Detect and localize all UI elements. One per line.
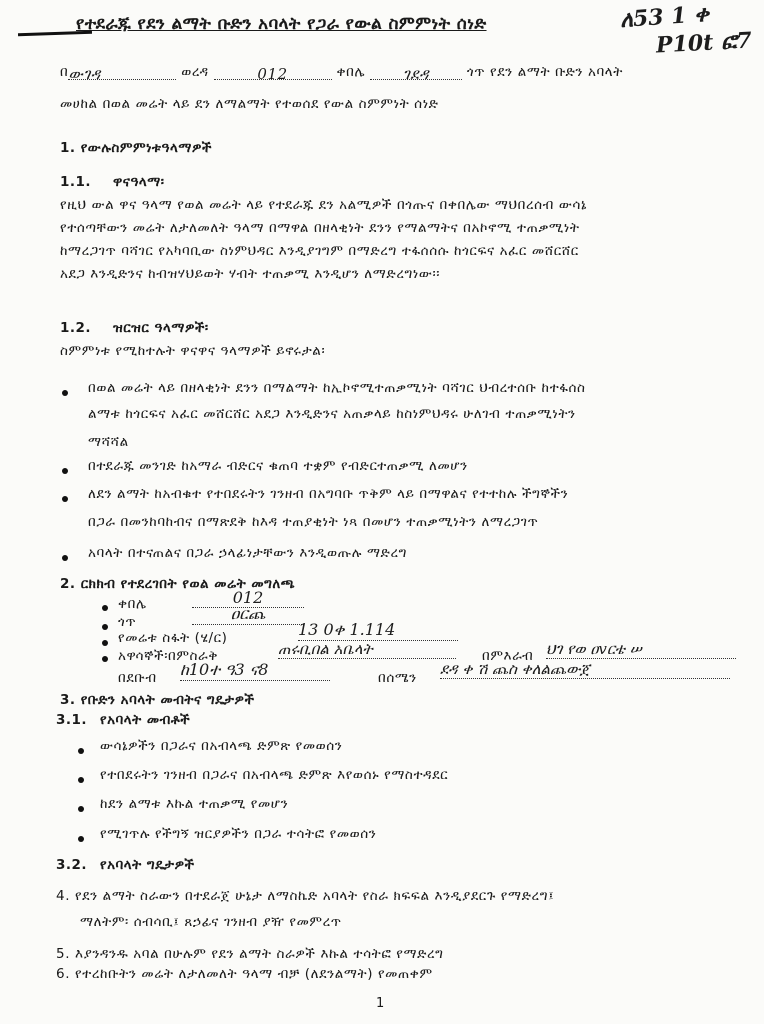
handwritten-reference-1: ለ53 1 ቀ xyxy=(619,0,710,34)
bullet-dot xyxy=(78,748,84,754)
section-3-2-title: የአባላት ግዴታዎች xyxy=(100,857,195,873)
item-north-value: ደዳ ቀ ሽ ጨስ ቀለልጨውጀ xyxy=(440,660,730,679)
item-got-value: ዐርጨ xyxy=(192,604,304,625)
section-1-1-title: ዋናዓላማ፡ xyxy=(113,174,165,190)
bullet-dot xyxy=(78,806,84,812)
bullet-line: በወል መሬት ላይ በዘላቂነት ደንን በማልማት ከኢኮኖሚተጠቃሚነት ባሻገር ህብረተሰቡ ከተፋሰስ xyxy=(88,380,586,396)
paragraph-line: የተሰጣቸውን መሬት ለታለመለት ዓላማ በማዋል በዘላቂነት ደንን የማልማትና በአኮኖሚ ተጠቃሚነት xyxy=(60,220,580,236)
item-area-value: 13 0ቀ 1.114 xyxy=(298,620,458,641)
section-1-2-title: ዝርዝር ዓላማዎች፡ xyxy=(113,320,209,336)
section-1-1-number: 1.1. xyxy=(60,174,92,190)
got-suffix: ጎጥ የደን ልማት ቡድን አባላት xyxy=(466,64,623,80)
item-got-label: ጎጥ xyxy=(118,614,137,630)
section-3-1-title: የአባላት መብቶች xyxy=(100,712,191,728)
paragraph-line: የዚህ ውል ዋና ዓላማ የወል መሬት ላይ የተደራጁ ደን አልሚዎች በጎጡና በቀበሌው ማህበረሰብ ውሳኔ xyxy=(60,197,587,213)
document-title: የተደራጁ የደን ልማት ቡድን አባላት የጋራ የውል ስምምነት ሰነድ xyxy=(76,14,487,34)
bullet-dot xyxy=(102,640,108,646)
region-fill: ውገዳ xyxy=(68,65,176,80)
section-5: 5. እያንዳንዱ አባል በሁሉም የደን ልማት ስራዎች እኩል ተሳትፎ የማድረግ xyxy=(56,946,444,962)
intro-line-2: መሀከል በወል መሬት ላይ ደን ለማልማት የተወሰደ የውል ስምምነት ሰነድ xyxy=(60,96,439,112)
bullet-dot xyxy=(78,777,84,783)
section-4-line-2: ማለትም፡ ሰብሳቢ፤ ጸኃፊና ገንዘብ ያዥ የመምረጥ xyxy=(80,914,342,930)
bullet-dot xyxy=(78,836,84,842)
item-east-value: ጠሩቢበል አቤላት xyxy=(278,640,456,659)
item-neighbors-label: አዋሳኞች፡በምስራቅ xyxy=(118,648,219,664)
item-south-value: ከ10ተ ዓ3 ና8 xyxy=(180,660,330,681)
rights-item: ውሳኔዎችን በጋራና በአብላጫ ድምጽ የመወሰን xyxy=(100,738,343,754)
section-4-line-1: 4. የደን ልማት ስራውን በተደራጀ ሁኔታ ለማስኬድ አባላት የስራ ክፍፍል እንዲያደርጉ የማድረግ፤ xyxy=(56,888,555,904)
section-3-2-number: 3.2. xyxy=(56,857,88,873)
bullet-line: በጋራ በመንከባከብና በማጽደቅ ከእዳ ተጠያቂነት ነጻ በመሆን ተጠቃሚነትን ለማረጋገጥ xyxy=(88,514,539,530)
rights-item: የተበደሩትን ገንዘብ በጋራና በአብላጫ ድምጽ እየወሰኑ የማስተዳደር xyxy=(100,767,449,783)
section-3-heading: 3. የቡድን አባላት መብትና ግዴታዎች xyxy=(60,692,255,708)
paragraph-line: ከማረጋገጥ ባሻገር የአካባቢው ስነምህዳር እንዲያገግም በማድረግ ተፋሰሰሱ ከጎርፍና አፈር መሸርሸር xyxy=(60,243,579,259)
woreda-label: ወረዳ xyxy=(181,64,209,80)
section-2-heading: 2. ርክክብ የተደረገበት የወል መሬት መግለጫ xyxy=(60,576,296,592)
item-area-label: የመሬቱ ስፋት (ሄ/ር) xyxy=(118,630,228,646)
section-3-1-number: 3.1. xyxy=(56,712,88,728)
intro-line-1 xyxy=(60,64,623,83)
item-kebele-value: 012 xyxy=(192,588,304,608)
item-west-label: በምእራብ xyxy=(482,648,534,664)
bullet-dot xyxy=(102,656,108,662)
handwritten-reference-2: P10t ፎ7 xyxy=(655,27,753,59)
bullet-line: ማሻሻል xyxy=(88,434,129,450)
bullet-dot xyxy=(62,555,68,561)
bullet-line: በተደራጁ መንገድ ከአማራ ብድርና ቁጠባ ተቋም የብድርተጠቃሚ ለመሆን xyxy=(88,458,468,474)
bullet-line: ልማቱ ከጎርፍና አፈር መሸርሸር አደጋ እንዲድንና አጠቃላይ ከስነምህዳሩ ሁለገብ ተጠቃሚነትን xyxy=(88,406,576,422)
rights-item: ከደን ልማቱ እኩል ተጠቃሚ የመሆን xyxy=(100,796,289,812)
intro-prefix: በ xyxy=(60,64,69,80)
bullet-line: ለደን ልማት ከአብቁተ የተበደሩትን ገንዘብ በአግባቡ ጥቅም ላይ በማዋልና የተተከሉ ችግኞችን xyxy=(88,486,569,502)
bullet-dot xyxy=(102,624,108,630)
kebele-fill: ገደዳ xyxy=(370,65,462,80)
paragraph-line: አደጋ እንዲድንና ከብዝሃህይወት ሃብት ተጠቃሚ እንዲሆን ለማድረግነው፡፡ xyxy=(60,266,441,282)
bullet-dot xyxy=(62,468,68,474)
item-west-value: ህገ የወ ዐvርቴ ሠ xyxy=(546,640,736,659)
rights-item: የሚገጥሉ የችግኝ ዝርያዎችን በጋራ ተሳትፎ የመወሰን xyxy=(100,826,377,842)
item-north-label: በሰሜን xyxy=(378,670,417,686)
bullet-line: አባላት በተናጠልና በጋራ ኃላፊነታቸውን እንዲወጡሉ ማድረግ xyxy=(88,545,408,561)
woreda-fill: 012 xyxy=(214,65,332,80)
section-1-heading: 1. የውሉስምምነቱዓላማዎች xyxy=(60,140,212,156)
bullet-dot xyxy=(102,605,108,611)
page-number: 1 xyxy=(376,996,385,1011)
kebele-label: ቀበሌ xyxy=(336,64,366,80)
section-1-2-intro: ስምምነቱ የሚከተሉት ዋናዋና ዓላማዎች ይኖሩታል፡ xyxy=(60,343,326,359)
section-1-2-number: 1.2. xyxy=(60,320,92,336)
item-south-label: በደቡብ xyxy=(118,670,157,686)
item-kebele-label: ቀበሌ xyxy=(118,596,147,612)
section-6: 6. የተረከቡትን መሬት ለታለመለት ዓላማ ብቻ (ለደንልማት) የመጠቀም xyxy=(56,966,433,982)
bullet-dot xyxy=(62,390,68,396)
bullet-dot xyxy=(62,496,68,502)
